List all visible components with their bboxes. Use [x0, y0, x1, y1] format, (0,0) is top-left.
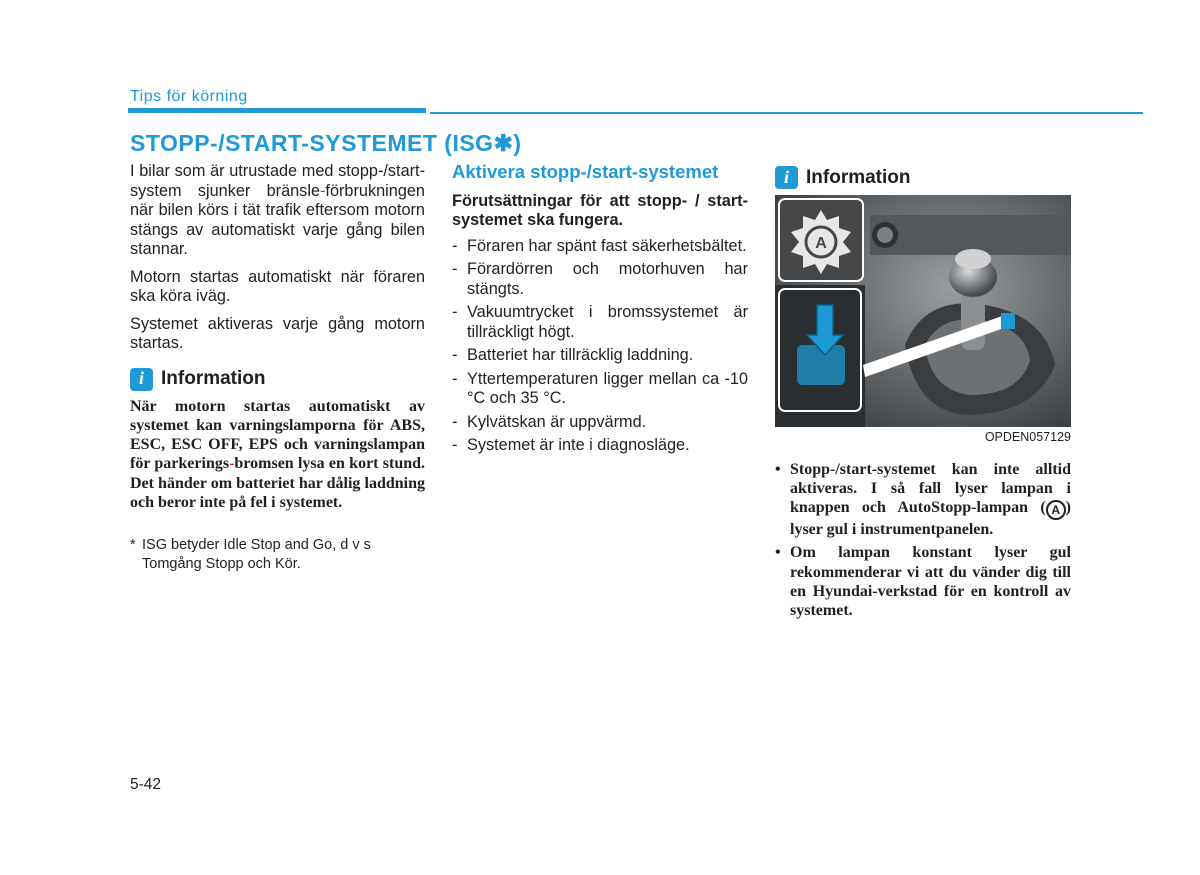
- list-item: • Stopp-/start-systemet kan inte alltid aktiveras. I så fall lyser lampan i knappen och AutoStopp-lampan ( A ) lyser gul i instrumentpanelen.: [775, 460, 1071, 539]
- footnote-mark: *: [130, 537, 136, 554]
- hyphen-mark: -: [320, 181, 326, 200]
- information-heading: [775, 166, 1071, 189]
- section-title: [130, 130, 522, 157]
- activation-paragraph: Systemet aktiveras varje gång motorn startas.: [130, 314, 425, 352]
- autostop-icon: A: [1046, 500, 1066, 520]
- list-item: - Batteriet har tillräcklig laddning.: [452, 346, 694, 364]
- column-middle: [452, 162, 748, 460]
- conditions-list: [452, 237, 748, 456]
- photo-code: OPDEN057129: [984, 430, 1071, 444]
- svg-text:A: A: [815, 235, 827, 252]
- information-heading-text: Information: [161, 368, 266, 390]
- page-number: 5-42: [130, 776, 162, 793]
- list-item: - Kylvätskan är uppvärmd.: [452, 412, 647, 431]
- conditions-heading: Förutsättningar för att stopp- / start-systemet ska fungera.: [452, 191, 748, 229]
- section-header-label: Tips för körning: [130, 88, 248, 105]
- info-icon: i: [775, 166, 798, 189]
- header-rule-thick: [128, 108, 426, 113]
- subsection-heading: Aktivera stopp-/start-systemet: [452, 161, 719, 182]
- list-item: - Systemet är inte i diagnosläge.: [452, 436, 690, 454]
- list-item: - Yttertemperaturen ligger mellan ca -10 °C och 35 °C.: [452, 369, 748, 407]
- section-title-close: ): [513, 130, 522, 156]
- restart-paragraph: Motorn startas automatiskt när föraren ska köra iväg.: [130, 267, 425, 305]
- column-left: [130, 162, 425, 574]
- column-right: [775, 166, 1071, 625]
- gear-console-photo: [775, 195, 1071, 427]
- hyphen-mark: -: [229, 455, 235, 473]
- header-rule-thin: [430, 112, 1143, 114]
- isg-button-illustration: [775, 195, 1071, 427]
- footnote: [130, 536, 425, 574]
- notes-list: [775, 460, 1071, 621]
- list-item: - Föraren har spänt fast säkerhetsbältet.: [452, 236, 747, 255]
- section-title-text: STOPP-/START-SYSTEMET (ISG: [130, 130, 494, 156]
- list-item: - Vakuumtrycket i bromssystemet är tillräckligt högt.: [452, 303, 748, 341]
- asterisk-icon: ✱: [493, 130, 514, 156]
- intro-paragraph: I bilar som är utrustade med stopp-/start-system sjunker bränsle-förbrukningen när bilen körs i tät trafik eftersom motorn stängs av automatiskt varje gång bilen stannar.: [130, 162, 425, 258]
- list-item: - Förardörren och motorhuven har stängts.: [452, 260, 748, 298]
- information-text: När motorn startas automatiskt av systemet kan varningslamporna för ABS, ESC, ESC OFF, EPS och varningslampan för parkerings-bromsen lysa en kort stund. Det händer om batteriet har dålig laddning och beror inte på fel i systemet.: [130, 397, 426, 511]
- list-item: • Om lampan konstant lyser gul rekommenderar vi att du vänder dig till en Hyundai-verkstad för en kontroll av systemet.: [775, 544, 1071, 620]
- information-heading: [130, 368, 425, 391]
- info-icon: i: [130, 368, 153, 391]
- information-heading-text: Information: [806, 166, 911, 188]
- footnote-text: ISG betyder Idle Stop and Go, d v s Tomgång Stopp och Kör.: [142, 537, 371, 573]
